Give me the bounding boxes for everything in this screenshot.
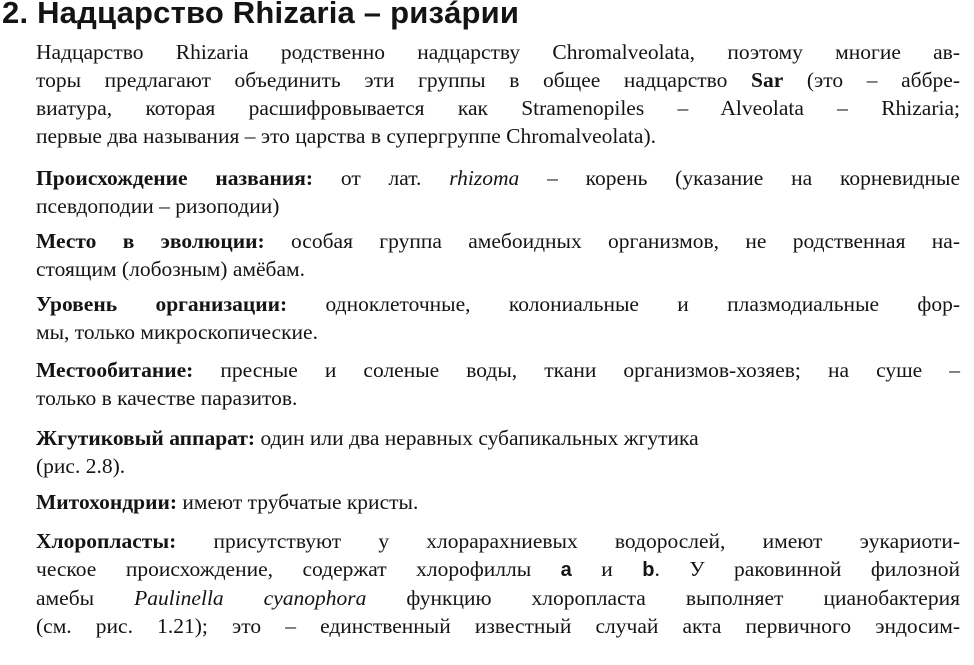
sar-term: Sar xyxy=(751,68,784,92)
flagella-line-1 xyxy=(36,424,960,452)
intro-line-2-tail: (это – аббре- xyxy=(783,68,961,92)
origin-latin-term: rhizoma xyxy=(449,166,520,190)
chloroplasts-line-3 xyxy=(36,584,960,612)
evolution-line-1 xyxy=(36,227,960,255)
organization-label: Уровень организации: xyxy=(36,292,288,316)
flagella-text-1: один или два неравных субапикальных жгутика xyxy=(255,426,699,450)
intro-line-3: виатура, которая расшифровывается как Stramenopiles – Alveolata – Rhizaria; xyxy=(36,96,960,120)
pigment-a: a xyxy=(560,559,572,581)
evolution-line-2: стоящим (лобозным) амёбам. xyxy=(36,257,305,281)
mitochondria-label: Митохондрии: xyxy=(36,490,178,514)
section-heading: 2. Надцарство Rhizaria – ризáрии xyxy=(2,0,520,30)
organization-paragraph xyxy=(36,290,960,346)
origin-text-after: – корень (указание на корневидные xyxy=(519,166,960,190)
flagella-label: Жгутиковый аппарат: xyxy=(36,426,256,450)
chloroplasts-text-3a: амебы xyxy=(36,586,135,610)
organization-line-2: мы, только микроскопические. xyxy=(36,320,318,344)
chloroplasts-text-3b: функцию хлоропласта выполняет цианобактерия xyxy=(366,586,960,610)
intro-line-1: Надцарство Rhizaria родственно надцарству Chromalveolata, поэтому многие ав- xyxy=(36,40,960,64)
flagella-paragraph xyxy=(36,424,960,480)
origin-text-before: от лат. xyxy=(313,166,450,190)
mitochondria-paragraph xyxy=(36,488,960,516)
chloroplasts-line-1 xyxy=(36,527,960,555)
chloroplasts-line-4: (см. рис. 1.21); это – единственный известный случай акта первичного эндосим- xyxy=(36,614,960,638)
organization-text-1: одноклеточные, колониальные и плазмодиальные фор- xyxy=(287,292,960,316)
chloroplasts-line-2 xyxy=(36,555,960,584)
intro-paragraph xyxy=(36,38,960,150)
habitat-label: Местообитание: xyxy=(36,358,194,382)
chloroplasts-text-2a: ческое происхождение, содержат хлорофиллы xyxy=(36,557,561,581)
habitat-paragraph xyxy=(36,356,960,412)
chloroplasts-text-2b: и xyxy=(571,557,643,581)
origin-label: Происхождение названия: xyxy=(36,166,314,190)
chloroplasts-paragraph xyxy=(36,527,960,640)
origin-line-1 xyxy=(36,164,960,192)
flagella-line-2: (рис. 2.8). xyxy=(36,454,126,478)
habitat-line-2: только в качестве паразитов. xyxy=(36,386,298,410)
mitochondria-text: имеют трубчатые кристы. xyxy=(177,490,419,514)
evolution-label: Место в эволюции: xyxy=(36,229,265,253)
species-name: Paulinella cyanophora xyxy=(134,586,367,610)
organization-line-1 xyxy=(36,290,960,318)
evolution-text-1: особая группа амебоидных организмов, не родственная на- xyxy=(264,229,960,253)
intro-line-2-text: торы предлагают объединить эти группы в общее надцарство xyxy=(36,68,752,92)
mitochondria-line-1 xyxy=(36,488,960,516)
evolution-paragraph xyxy=(36,227,960,283)
habitat-text-1: пресные и соленые воды, ткани организмов-хозяев; на суше – xyxy=(193,358,960,382)
chloroplasts-label: Хлоропласты: xyxy=(36,529,177,553)
habitat-line-1 xyxy=(36,356,960,384)
chloroplasts-text-2c: . У раковинной филозной xyxy=(654,557,960,581)
origin-line-2: псевдоподии – ризоподии) xyxy=(36,194,280,218)
intro-line-4: первые два называния – это царства в супергруппе Chromalveolata). xyxy=(36,124,656,148)
intro-line-2 xyxy=(36,66,960,94)
pigment-b: b xyxy=(642,559,655,581)
origin-paragraph xyxy=(36,164,960,220)
chloroplasts-text-1: присутствуют у хлорарахниевых водорослей, имеют эукариоти- xyxy=(176,529,960,553)
